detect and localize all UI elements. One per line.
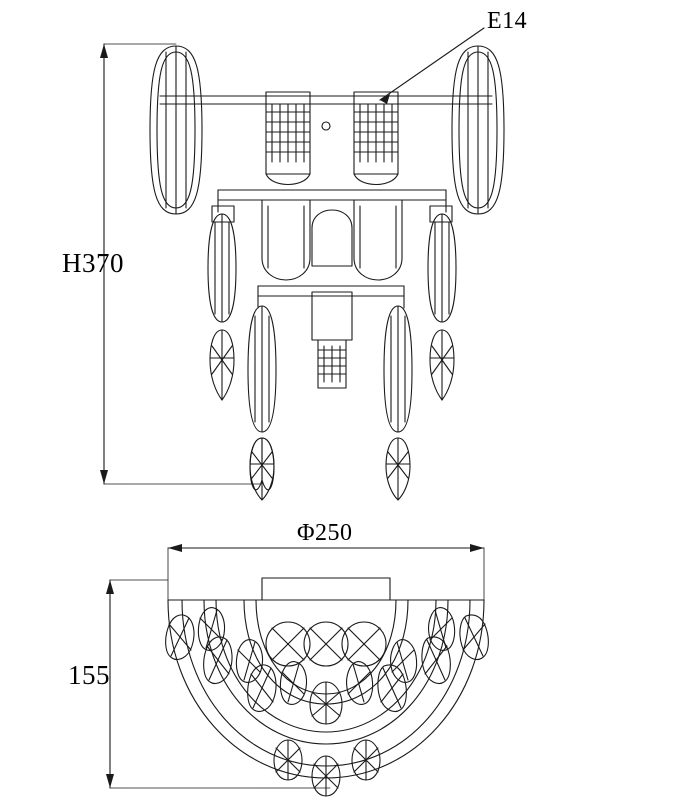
crystal-drop-left-tier2 [208,214,236,322]
lamp-socket-left [266,92,310,185]
lamp-socket-center [312,292,352,388]
crystal-bead-left-tier3 [250,438,274,500]
crystal-bead-left-tier2 [210,330,234,400]
dimension-label-height: H370 [62,248,124,278]
crystal-drop-right-tier3 [384,306,412,432]
shade-right-tier2 [354,200,402,280]
crystal-bead-right-tier3 [386,438,410,500]
callout-label-socket: E14 [487,8,528,34]
lamp-socket-right [354,92,398,185]
crystal-oval-right-outer [452,46,504,214]
dimension-155 [106,580,330,788]
plan-crystal-row-outer [166,615,489,724]
front-elevation-view [150,46,504,500]
bulb-circle-center [304,622,348,666]
bulb-circle-right [342,622,386,666]
center-dome [312,210,352,266]
dimension-d250 [168,544,484,600]
dimension-label-depth: 155 [68,660,110,690]
crystal-drop-right-tier2 [428,214,456,322]
plan-view [106,544,488,796]
crystal-bead-right-tier2 [430,330,454,400]
bulb-circle-left [266,622,310,666]
crystal-drop-left-tier3 [248,306,276,432]
shade-left-tier2 [262,200,310,280]
crystal-oval-left-outer [150,46,202,214]
dimension-label-diameter: Φ250 [297,520,353,546]
